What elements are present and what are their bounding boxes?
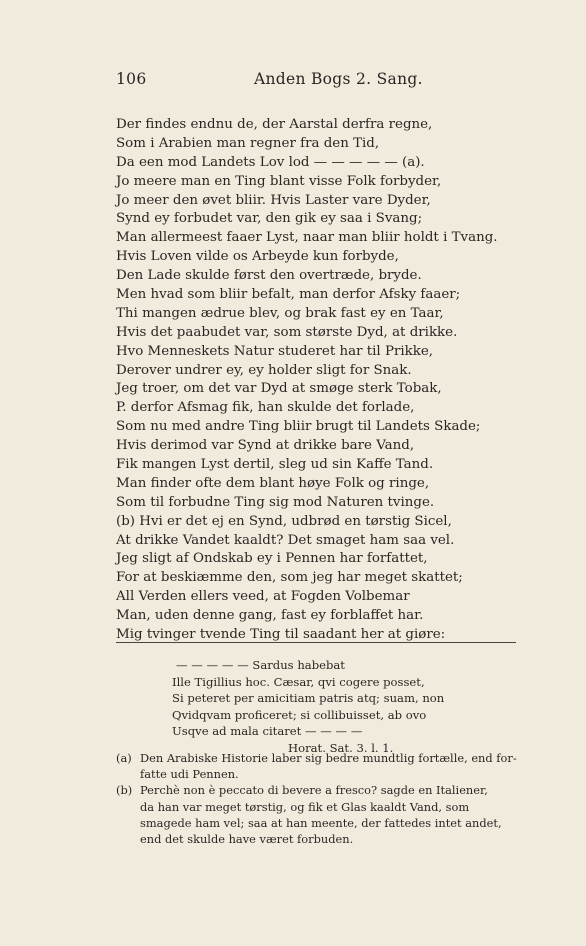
verse-line: All Verden ellers veed, at Fogden Volbemar [116,589,410,605]
verse-line: Hvis derimod var Synd at drikke bare Vand, [116,438,415,454]
verse-line: For at beskiæmme den, som jeg har meget skattet; [116,570,463,586]
quote-line: — — — — — Sardus habebat [176,658,345,672]
verse-line: Jeg troer, om det var Dyd at smøge sterk Tobak, [116,381,442,397]
verse-body [116,116,520,645]
footnote-line: fatte udi Pennen. [140,767,239,782]
footnote [116,750,520,782]
verse-line: Hvis Loven vilde os Arbeyde kun forbyde, [116,249,399,265]
verse-line: Jo meere man en Ting blant visse Folk forbyder, [116,173,442,189]
verse-line: Fik mangen Lyst dertil, sleg ud sin Kaffe Tand. [116,457,434,473]
footnote-divider [116,642,516,643]
verse-line: Jeg sligt af Ondskab ey i Pennen har forfattet, [116,551,428,567]
footnote-mark: (a) [116,751,132,765]
verse-line: Man finder ofte dem blant høye Folk og ringe, [116,475,430,491]
verse-line: P. derfor Afsmag fik, han skulde det forlade, [116,400,415,416]
quote-citation: Horat. Sat. 3. l. 1. [288,740,394,755]
verse-line: Som nu med andre Ting bliir brugt til Landets Skade; [116,419,481,435]
quote-line: Usqve ad mala citaret — — — — [172,724,363,739]
quote-line: Ille Tigillius hoc. Cæsar, qvi cogere posset, [172,674,425,689]
page-number: 106 [116,70,147,88]
verse-line: Som i Arabien man regner fra den Tid, [116,135,380,151]
verse-line: Man allermeest faaer Lyst, naar man bliir holdt i Tvang. [116,230,498,246]
verse-line: At drikke Vandet kaaldt? Det smaget ham saa vel. [116,532,455,548]
verse-line: Synd ey forbudet var, den gik ey saa i Svang; [116,211,423,227]
verse-line: Hvis det paabudet var, som største Dyd, at drikke. [116,324,458,340]
verse-line: Hvo Menneskets Natur studeret har til Prikke, [116,343,434,359]
verse-line: Jo meer den øvet bliir. Hvis Laster vare Dyder, [116,192,431,208]
footnote-mark: (b) [116,783,133,798]
quote-line: Si peteret per amicitiam patris atq; suam, non [172,691,445,706]
verse-line: (b) Hvi er det ej en Synd, udbrød en tørstig Sicel, [116,513,452,529]
quote-line: Qvidqvam proficeret; si collibuisset, ab ovo [172,707,427,722]
footnote-line: smagede ham vel; saa at han meente, der fattedes intet andet, [140,815,502,830]
verse-line: Thi mangen ædrue blev, og brak fast ey en Taar, [116,305,444,321]
verse-line: Som til forbudne Ting sig mod Naturen tvinge. [116,494,435,510]
footnote-text [140,750,520,782]
running-title: Anden Bogs 2. Sang. [254,70,423,88]
verse-line: Da een mod Landets Lov lod — — — — — (a). [116,154,425,170]
footnote-line: Perchè non è peccato di bevere a fresco? sagde en Italiener, [140,783,488,798]
latin-quotation [172,657,516,757]
verse-line: Den Lade skulde først den overtræde, bryde. [116,268,422,284]
footnote-line: end det skulde have været forbuden. [140,832,354,847]
verse-line: Derover undrer ey, ey holder sligt for Snak. [116,362,412,378]
footnotes [116,750,520,847]
footnote-text [140,782,520,847]
footnote-line: da han var meget tørstig, og fik et Glas kaaldt Vand, som [140,799,470,814]
verse-line: Man, uden denne gang, fast ey forblaffet har. [116,608,424,624]
footnote-line: Den Arabiske Historie laber sig bedre mundtlig fortælle, end for- [140,751,517,765]
verse-line: Mig tvinger tvende Ting til saadant her at giøre: [116,627,446,643]
verse-line: Der findes endnu de, der Aarstal derfra regne, [116,117,433,132]
footnote [116,782,520,847]
verse-line: Men hvad som bliir befalt, man derfor Afsky faaer; [116,287,461,303]
